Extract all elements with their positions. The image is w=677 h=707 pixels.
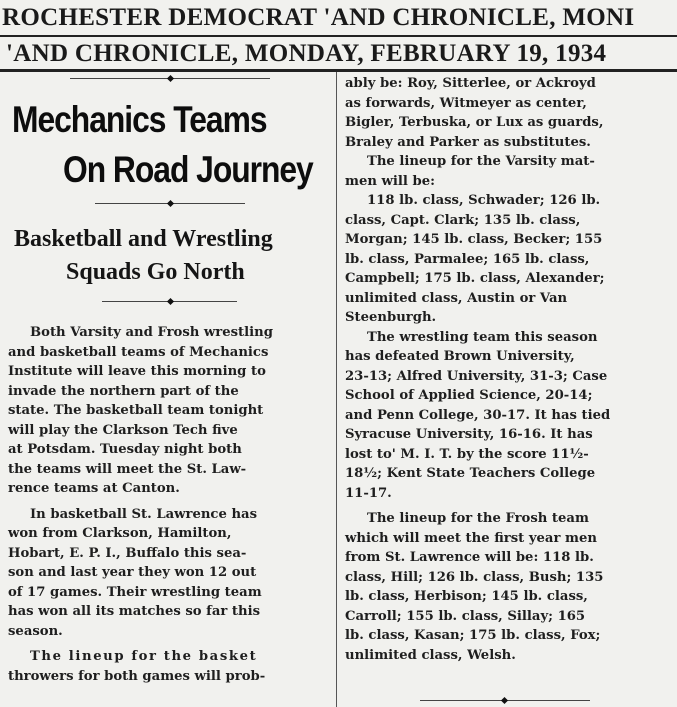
masthead-divider	[0, 35, 677, 37]
masthead-bottom-rule	[0, 69, 677, 72]
paragraph-wrestling-record: The wrestling team this season has defeated Brown University, 23-13; Alfred University, 31-3; Case School of Applied Science, 20-14; and Penn College, 30-17. It has tied Syracuse University, 16-16. It has lost to' M. I. T. by the score 11½- 18½; Kent State Teachers College 11-17.	[345, 329, 611, 501]
column-divider	[336, 72, 337, 707]
paragraph-varsity-lineup: The lineup for the Varsity mat- men will be: 118 lb. class, Schwader; 126 lb. class, Capt. Clark; 135 lb. class, Morgan; 145 lb. class, Becker; 155 lb. class, Parmalee; 165 lb. class, Campbell; 175 lb. class, Alexander; unlimited class, Austin or Van Steenburgh.	[345, 154, 605, 325]
headline-line-2: On Road Journey	[63, 149, 313, 190]
paragraph-basketball-lineup-cont: ably be: Roy, Sitterlee, or Ackroyd as forwards, Witmeyer as center, Bigler, Terbuska, or Lux as guards, Braley and Parker as substitutes.	[345, 76, 604, 150]
top-ornament-dot	[167, 75, 174, 82]
subhead-divider-dot	[167, 298, 174, 305]
subhead-line-2: Squads Go North	[66, 259, 245, 285]
headline-divider-dot	[167, 200, 174, 207]
headline-line-1: Mechanics Teams	[12, 99, 267, 140]
paragraph-frosh-lineup: The lineup for the Frosh team which will meet the first year men from St. Lawrence will be: 118 lb. class, Hill; 126 lb. class, Bush; 135 lb. class, Herbison; 145 lb. class, Carroll; 155 lb. class, Sillay; 165 lb. class, Kasan; 175 lb. class, Fox; unlimited class, Welsh.	[345, 511, 604, 663]
masthead-line-2: 'AND CHRONICLE, MONDAY, FEBRUARY 19, 1934	[6, 40, 607, 67]
article-left-column	[8, 323, 328, 686]
masthead-line-1: ROCHESTER DEMOCRAT 'AND CHRONICLE, MONI	[2, 4, 635, 31]
end-ornament-dot	[501, 697, 508, 704]
paragraph-basketball-lineup-start: The lineup for the basket throwers for both games will prob-	[8, 649, 266, 684]
article-right-column	[345, 74, 665, 665]
paragraph-basketball-record: In basketball St. Lawrence has won from Clarkson, Hamilton, Hobart, E. P. I., Buffalo this sea- son and last year they won 12 out of 17 games. Their wrestling team has won all its matches so far this season.	[8, 506, 262, 639]
subhead-line-1: Basketball and Wrestling	[14, 226, 273, 252]
paragraph-intro: Both Varsity and Frosh wrestling and basketball teams of Mechanics Institute will leave this morning to invade the northern part of the state. The basketball team tonight will play the Clarkson Tech five at Potsdam. Tuesday night both the teams will meet the St. Law- rence teams at Canton.	[8, 325, 273, 496]
